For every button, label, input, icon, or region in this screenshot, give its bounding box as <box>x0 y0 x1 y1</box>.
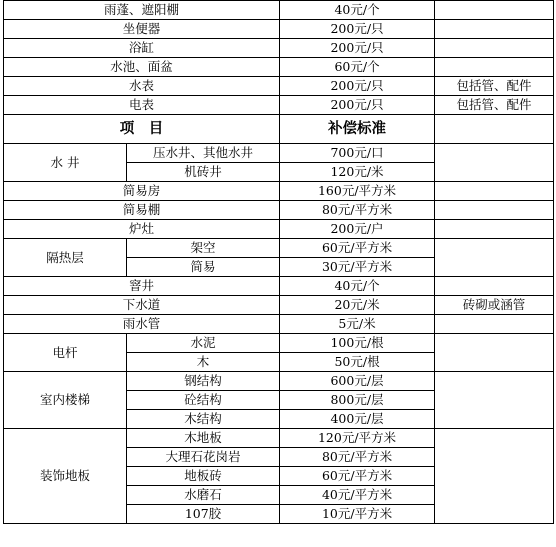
note-cell: 包括管、配件 <box>435 77 554 96</box>
subitem-cell: 大理石花岗岩 <box>127 448 280 467</box>
item-cell: 电表 <box>4 96 280 115</box>
subitem-cell: 钢结构 <box>127 372 280 391</box>
table-row <box>4 77 554 96</box>
price-cell: 40元/个 <box>280 277 435 296</box>
item-cell: 下水道 <box>4 296 280 315</box>
price-cell: 600元/层 <box>280 372 435 391</box>
group-label-cell: 装饰地板 <box>4 429 127 524</box>
note-cell <box>435 315 554 334</box>
table-row <box>4 96 554 115</box>
item-cell: 雨水管 <box>4 315 280 334</box>
note-cell <box>435 277 554 296</box>
subitem-cell: 水磨石 <box>127 486 280 505</box>
group-label-cell: 水 井 <box>4 144 127 182</box>
item-cell: 简易棚 <box>4 201 280 220</box>
note-cell <box>435 220 554 239</box>
group-label-cell: 电杆 <box>4 334 127 372</box>
table-row <box>4 1 554 20</box>
price-cell: 40元/平方米 <box>280 486 435 505</box>
table-row <box>4 239 554 258</box>
item-cell: 水表 <box>4 77 280 96</box>
price-cell: 200元/只 <box>280 20 435 39</box>
note-cell <box>435 372 554 429</box>
item-cell: 雨蓬、遮阳棚 <box>4 1 280 20</box>
price-cell: 20元/米 <box>280 296 435 315</box>
price-cell: 30元/平方米 <box>280 258 435 277</box>
table-row <box>4 220 554 239</box>
note-cell <box>435 39 554 58</box>
table-row <box>4 277 554 296</box>
header-item-cell: 项 目 <box>4 115 280 144</box>
price-cell: 200元/户 <box>280 220 435 239</box>
price-cell: 50元/根 <box>280 353 435 372</box>
subitem-cell: 木地板 <box>127 429 280 448</box>
table-row <box>4 201 554 220</box>
price-cell: 120元/米 <box>280 163 435 182</box>
table-row <box>4 334 554 353</box>
price-cell: 160元/平方米 <box>280 182 435 201</box>
note-cell <box>435 1 554 20</box>
item-cell: 水池、面盆 <box>4 58 280 77</box>
subitem-cell: 压水井、其他水井 <box>127 144 280 163</box>
item-cell: 简易房 <box>4 182 280 201</box>
group-label-cell: 室内楼梯 <box>4 372 127 429</box>
subitem-cell: 简易 <box>127 258 280 277</box>
note-cell <box>435 334 554 372</box>
price-cell: 400元/层 <box>280 410 435 429</box>
table-row <box>4 315 554 334</box>
price-cell: 60元/平方米 <box>280 467 435 486</box>
subitem-cell: 107胶 <box>127 505 280 524</box>
price-cell: 200元/只 <box>280 96 435 115</box>
table-body <box>4 1 554 524</box>
note-cell <box>435 20 554 39</box>
note-cell <box>435 58 554 77</box>
note-cell <box>435 144 554 182</box>
header-price-cell: 补偿标准 <box>280 115 435 144</box>
subitem-cell: 架空 <box>127 239 280 258</box>
price-cell: 100元/根 <box>280 334 435 353</box>
price-cell: 200元/只 <box>280 39 435 58</box>
item-cell: 窨井 <box>4 277 280 296</box>
item-cell: 浴缸 <box>4 39 280 58</box>
price-cell: 200元/只 <box>280 77 435 96</box>
price-cell: 60元/平方米 <box>280 239 435 258</box>
price-cell: 120元/平方米 <box>280 429 435 448</box>
note-cell <box>435 201 554 220</box>
table-row <box>4 372 554 391</box>
table-row <box>4 58 554 77</box>
subitem-cell: 木 <box>127 353 280 372</box>
subitem-cell: 水泥 <box>127 334 280 353</box>
item-cell: 坐便器 <box>4 20 280 39</box>
note-cell: 砖砌或涵管 <box>435 296 554 315</box>
table-row <box>4 296 554 315</box>
price-cell: 800元/层 <box>280 391 435 410</box>
table-row <box>4 39 554 58</box>
price-cell: 80元/平方米 <box>280 201 435 220</box>
price-cell: 5元/米 <box>280 315 435 334</box>
price-cell: 80元/平方米 <box>280 448 435 467</box>
table-row <box>4 20 554 39</box>
table-row <box>4 182 554 201</box>
item-cell: 炉灶 <box>4 220 280 239</box>
header-note-cell <box>435 115 554 144</box>
subitem-cell: 木结构 <box>127 410 280 429</box>
note-cell <box>435 429 554 524</box>
table-row <box>4 144 554 163</box>
price-cell: 700元/口 <box>280 144 435 163</box>
price-cell: 10元/平方米 <box>280 505 435 524</box>
note-cell <box>435 239 554 277</box>
note-cell: 包括管、配件 <box>435 96 554 115</box>
price-cell: 40元/个 <box>280 1 435 20</box>
note-cell <box>435 182 554 201</box>
compensation-table <box>3 0 554 524</box>
table-row <box>4 429 554 448</box>
subitem-cell: 砼结构 <box>127 391 280 410</box>
subitem-cell: 地板砖 <box>127 467 280 486</box>
price-cell: 60元/个 <box>280 58 435 77</box>
subitem-cell: 机砖井 <box>127 163 280 182</box>
header-row <box>4 115 554 144</box>
group-label-cell: 隔热层 <box>4 239 127 277</box>
